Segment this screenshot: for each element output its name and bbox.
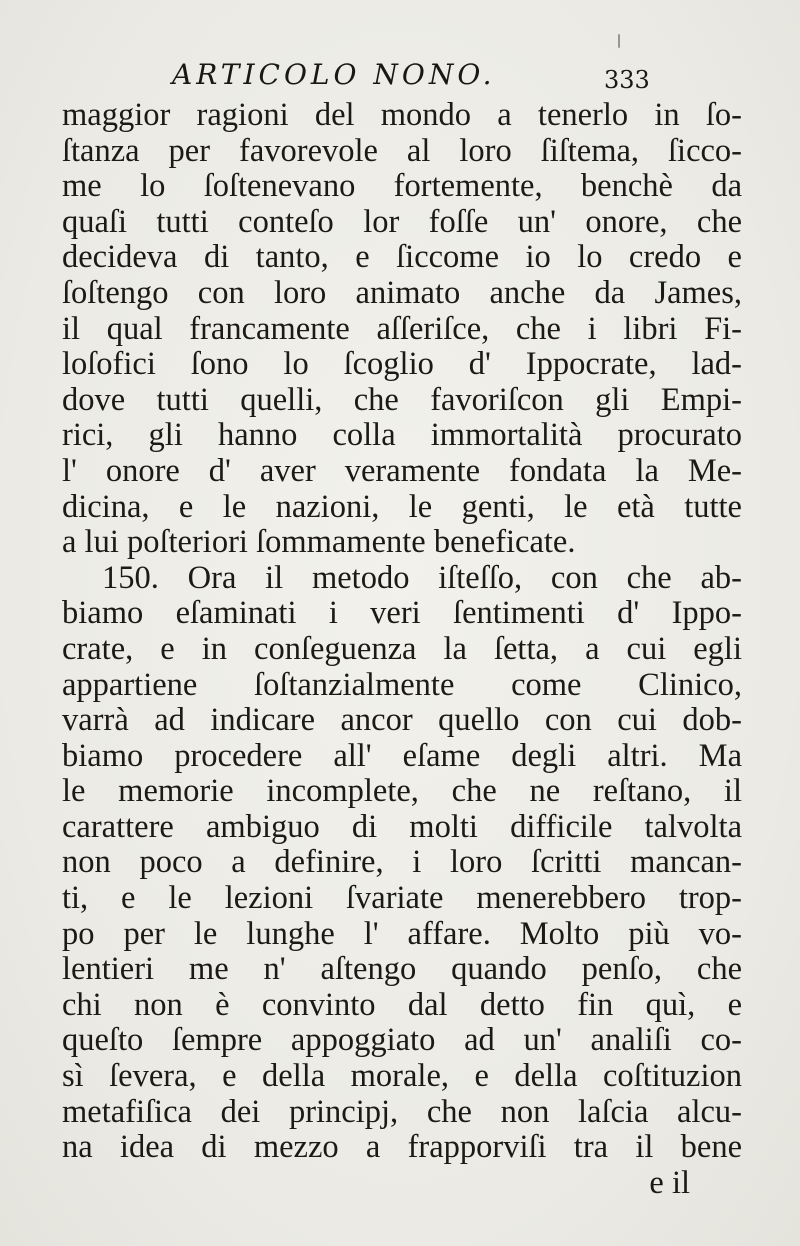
text-line: il qual francamente aſſeriſce, che i libri Fi- bbox=[62, 310, 742, 347]
text-line: rici, gli hanno colla immortalità procurato bbox=[62, 417, 742, 454]
text-line: quaſi tutti conteſo lor foſſe un' onore, che bbox=[62, 203, 742, 240]
text-line: carattere ambiguo di molti difficile talvolta bbox=[62, 808, 742, 845]
text-line: a lui poſteriori ſommamente beneficate. bbox=[62, 524, 576, 561]
text-line: queſto ſempre appoggiato ad un' analiſi co- bbox=[62, 1022, 742, 1059]
paragraph-start-line: 150. Ora il metodo iſteſſo, con che ab- bbox=[102, 559, 742, 596]
text-line: maggior ragioni del mondo a tenerlo in ſo- bbox=[62, 97, 742, 133]
text-line: lentieri me n' aſtengo quando penſo, che bbox=[62, 951, 742, 988]
text-line: le memorie incomplete, che ne reſtano, il bbox=[62, 773, 742, 810]
text-line: ſtanza per favorevole al loro ſiſtema, ſicco- bbox=[62, 132, 742, 169]
text-line: loſofici ſono lo ſcoglio d' Ippocrate, lad- bbox=[62, 346, 742, 383]
ink-speck bbox=[618, 34, 620, 48]
text-line: po per le lunghe l' affare. Molto più vo- bbox=[62, 915, 742, 952]
text-line: ſoſtengo con loro animato anche da James, bbox=[62, 274, 742, 311]
text-line: decideva di tanto, e ſiccome io lo credo e bbox=[62, 239, 742, 276]
text-line: non poco a definire, i loro ſcritti mancan- bbox=[62, 844, 742, 881]
text-line: sì ſevera, e della morale, e della coſtituzion bbox=[62, 1058, 742, 1095]
text-line: na idea di mezzo a frapporviſi tra il bene bbox=[62, 1129, 742, 1166]
text-line: appartiene ſoſtanzialmente come Clinico, bbox=[62, 666, 742, 703]
running-head: ARTICOLO NONO. bbox=[172, 58, 496, 91]
text-line: crate, e in conſeguenza la ſetta, a cui egli bbox=[62, 630, 742, 667]
catchword: e il bbox=[649, 1164, 690, 1201]
text-line: biamo procedere all' eſame degli altri. Ma bbox=[62, 737, 742, 774]
text-line: metafiſica dei principj, che non laſcia alcu- bbox=[62, 1093, 742, 1130]
body-text bbox=[62, 98, 742, 1201]
text-line: dicina, e le nazioni, le genti, le età tutte bbox=[62, 488, 742, 525]
text-line: chi non è convinto dal detto fin quì, e bbox=[62, 986, 742, 1023]
text-line: varrà ad indicare ancor quello con cui dob- bbox=[62, 702, 742, 739]
text-line: l' onore d' aver veramente fondata la Me- bbox=[62, 452, 742, 489]
page-header bbox=[0, 58, 800, 98]
text-line: me lo ſoſtenevano fortemente, benchè da bbox=[62, 168, 742, 205]
text-line: dove tutti quelli, che favoriſcon gli Empi- bbox=[62, 381, 742, 418]
text-line: ti, e le lezioni ſvariate menerebbero trop- bbox=[62, 880, 742, 917]
text-line: biamo eſaminati i veri ſentimenti d' Ippo- bbox=[62, 595, 742, 632]
page-number: 333 bbox=[604, 66, 650, 94]
